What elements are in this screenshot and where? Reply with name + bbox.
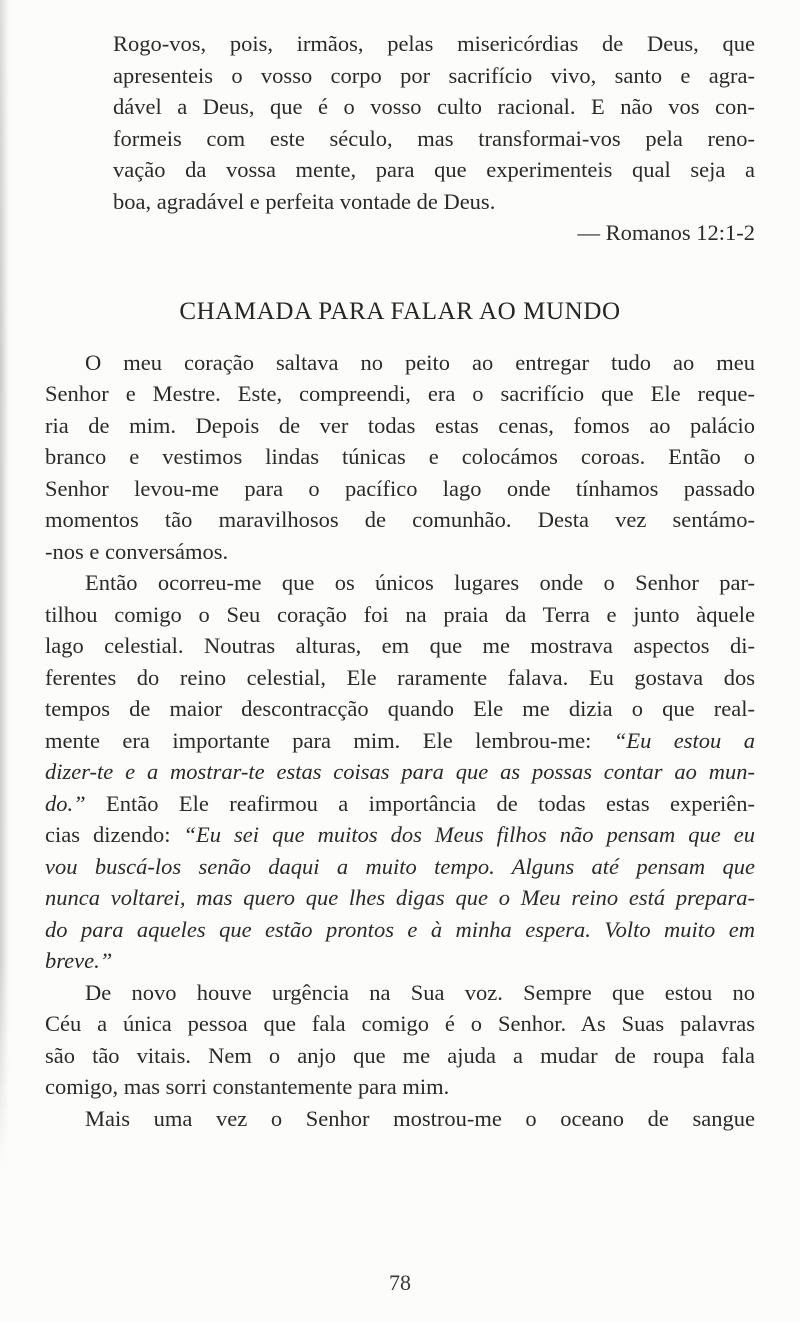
text-segment: O meu coração saltava no peito ao entregar tudo ao meu (85, 349, 755, 375)
text-line (45, 378, 755, 410)
text-segment: apresenteis o vosso corpo por sacrifício vivo, santo e agra- (113, 62, 755, 88)
quoted-speech-segment: do.” (45, 790, 86, 816)
text-segment: branco e vestimos lindas túnicas e colocámos coroas. Então o (45, 444, 755, 469)
text-segment: Rogo-vos, pois, irmãos, pelas misericórdias de Deus, que (113, 31, 755, 56)
text-segment: são tão vitais. Nem o anjo que me ajuda a mudar de roupa fala (45, 1042, 755, 1068)
text-segment: tilhou comigo o Seu coração foi na praia da Terra e junto àquele (45, 601, 755, 627)
quoted-speech-segment: vou buscá-los senão daqui a muito tempo. Alguns até pensam que (45, 853, 755, 879)
text-segment: Senhor e Mestre. Este, compreendi, era o sacrifício que Ele reque- (45, 381, 755, 406)
text-line (45, 536, 755, 568)
text-line (113, 154, 755, 186)
text-line (45, 882, 755, 914)
quoted-speech-segment: nunca voltarei, mas quero que lhes digas que o Meu reino está prepara- (45, 885, 755, 910)
text-line (45, 756, 755, 788)
text-line (45, 1103, 755, 1135)
text-segment: Mais uma vez o Senhor mostrou-me o oceano de sangue (85, 1105, 755, 1131)
text-segment: -nos e conversámos. (45, 538, 229, 564)
body-text (45, 347, 755, 1135)
paragraph (45, 347, 755, 568)
text-line (45, 630, 755, 662)
text-line (45, 662, 755, 694)
text-line (45, 693, 755, 725)
text-segment: De novo houve urgência na Sua voz. Sempre que estou no (85, 979, 755, 1005)
paragraph (45, 977, 755, 1103)
quoted-speech-segment: dizer-te e a mostrar-te estas coisas para que as possas contar ao mun- (45, 759, 755, 784)
text-segment: tempos de maior descontracção quando Ele me dizia o que real- (45, 696, 755, 721)
text-line (45, 441, 755, 473)
text-segment: cias dizendo: (45, 822, 184, 847)
text-line (113, 60, 755, 92)
text-segment: ria de mim. Depois de ver todas estas cenas, fomos ao palácio (45, 412, 755, 438)
text-line (45, 599, 755, 631)
text-line (45, 504, 755, 536)
quoted-speech-segment: “Eu sei que muitos dos Meus filhos não pensam que eu (183, 822, 755, 847)
text-segment: dável a Deus, que é o vosso culto racional. E não vos con- (113, 94, 755, 119)
paragraph (45, 567, 755, 977)
paragraph (45, 1103, 755, 1135)
text-line (45, 819, 755, 851)
text-line (45, 347, 755, 379)
text-line (45, 1071, 755, 1103)
text-segment: vação da vossa mente, para que experimenteis qual seja a (113, 157, 755, 182)
page-content (45, 28, 755, 1134)
text-line (113, 186, 755, 218)
text-segment: Senhor levou-me para o pacífico lago onde tínhamos passado (45, 475, 755, 501)
text-segment: lago celestial. Noutras alturas, em que me mostrava aspectos di- (45, 633, 755, 658)
text-line (45, 851, 755, 883)
scan-gutter-shadow (0, 0, 9, 1170)
text-segment: Então ocorreu-me que os únicos lugares onde o Senhor par- (85, 570, 755, 595)
text-line (45, 473, 755, 505)
text-line (45, 914, 755, 946)
text-segment: comigo, mas sorri constantemente para mim. (45, 1074, 450, 1099)
text-line (45, 945, 755, 977)
epigraph-lines (113, 28, 755, 217)
text-segment: mente era importante para mim. Ele lembrou-me: (45, 727, 614, 753)
quoted-speech-segment: do para aqueles que estão prontos e à minha espera. Volto muito em (45, 916, 755, 942)
quoted-speech-segment: breve.” (45, 948, 113, 973)
text-line (45, 1040, 755, 1072)
text-line (45, 410, 755, 442)
text-segment: Céu a única pessoa que fala comigo é o Senhor. As Suas palavras (45, 1011, 755, 1036)
quoted-speech-segment: “Eu estou a (613, 727, 755, 753)
text-line (45, 567, 755, 599)
text-segment: formeis com este século, mas transformai-vos pela reno- (113, 125, 755, 151)
text-line (113, 123, 755, 155)
text-line (45, 725, 755, 757)
page-number: 78 (389, 1270, 411, 1295)
epigraph-attribution: — Romanos 12:1-2 (577, 220, 755, 245)
chapter-heading: CHAMADA PARA FALAR AO MUNDO (179, 297, 621, 325)
text-line (45, 977, 755, 1009)
text-segment: boa, agradável e perfeita vontade de Deus. (113, 188, 496, 214)
text-segment: momentos tão maravilhosos de comunhão. Desta vez sentámo- (45, 507, 755, 532)
text-line (45, 1008, 755, 1040)
epigraph (113, 28, 755, 249)
text-line (45, 788, 755, 820)
text-line (113, 28, 755, 60)
text-segment: Então Ele reafirmou a importância de todas estas experiên- (85, 790, 755, 816)
text-segment: ferentes do reino celestial, Ele raramente falava. Eu gostava dos (45, 664, 755, 690)
text-line (113, 91, 755, 123)
